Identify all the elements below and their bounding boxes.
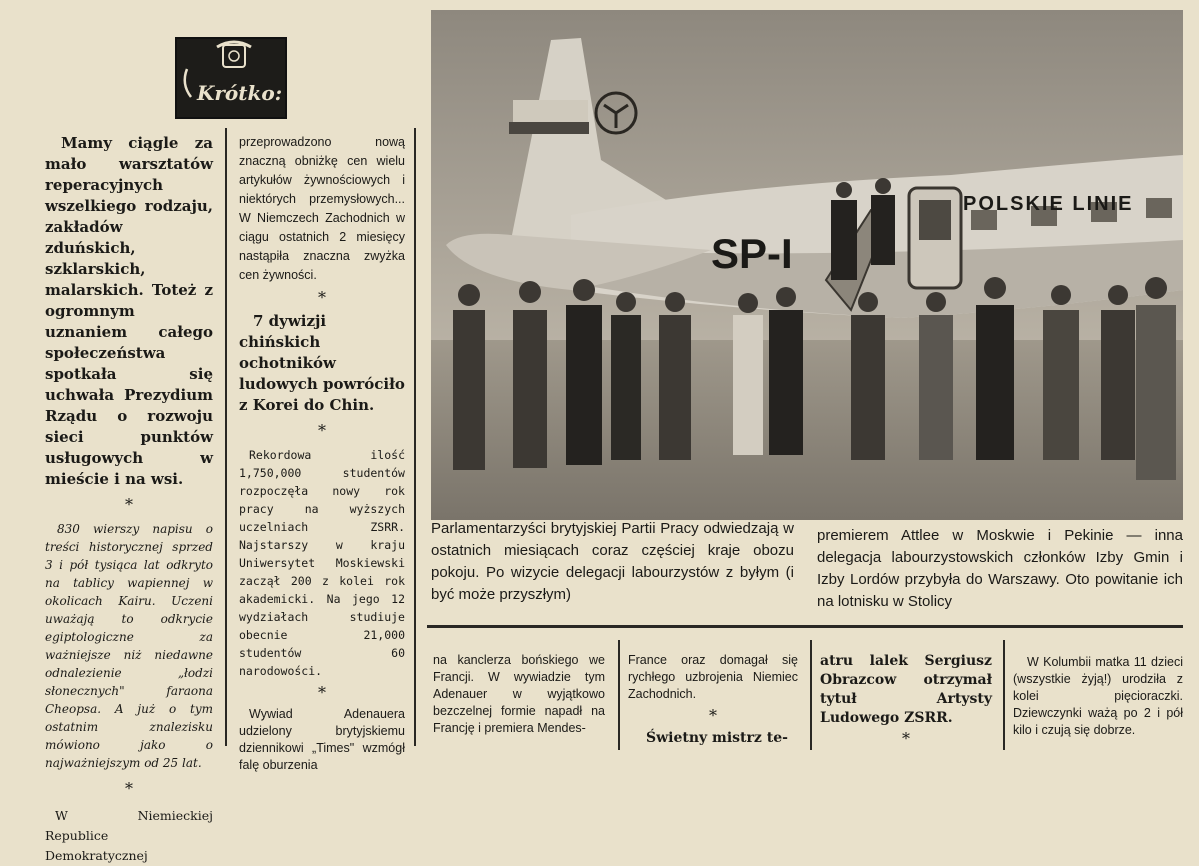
bottom-column-3 bbox=[820, 652, 992, 750]
obrazcow-paragraph: atru lalek Sergiusz Obrazcow otrzymał tytuł Artysty Ludowego ZSRR. bbox=[820, 653, 992, 726]
kratko-logo bbox=[175, 37, 287, 119]
korea-headline: 7 dywizji chińskich ochotników ludowych powróciło z Korei do Chin. bbox=[239, 312, 405, 414]
telephone-icon bbox=[177, 39, 285, 117]
separator-star: * bbox=[318, 421, 326, 440]
bottom-column-4: W Kolumbii matka 11 dzieci (wszystkie żyją!) urodziła z kolei pięcioraczki. Dziewczynki ważą po 2 i pół kilo i czują się dobrze. bbox=[1013, 655, 1183, 737]
photo-caption-left: Parlamentarzyści brytyjskiej Partii Pracy odwiedzają w ostatnich miesiącach coraz częściej kraje obozu pokoju. Po wizycie delegacji labourzystów z byłym (i być może przyszłym) bbox=[431, 520, 794, 603]
airline-name: POLSKIE LINIE bbox=[963, 193, 1134, 215]
aircraft-registration: SP-I bbox=[711, 230, 793, 277]
separator-star: * bbox=[709, 706, 717, 725]
column-rule bbox=[414, 128, 416, 746]
airport-photo bbox=[431, 10, 1183, 520]
cairo-paragraph: 830 wierszy napisu o treści historycznej sprzed 3 i pół tysiąca lat odkryto na tablicy wapiennej w okolicach Kairu. Uczeni uważają to odkrycie egiptologiczne za ważniejsze niż niedawne odnalezienie „łodzi słonecznych" faraona Cheopsa. A już o tym ostatnim znalezisku mówiono jako o najważniejszym od 25 lat. bbox=[45, 522, 213, 770]
france-paragraph: France oraz domagał się rychłego uzbrojenia Niemiec Zachodnich. bbox=[628, 653, 798, 701]
column-rule bbox=[618, 640, 620, 750]
column-1 bbox=[45, 133, 213, 866]
lead-paragraph: Mamy ciągle za mało warsztatów reperacyjnych wszelkiego rodzaju, zakładów zduńskich, szklarskich, malarskich. Toteż z ogromnym uznaniem całego społeczeństwa spotkała się uchwała Prezydium Rządu o rozwoju sieci punktów usługowych w mieście i na wsi. bbox=[45, 134, 213, 488]
obrazcow-headline: Świetny mistrz te- bbox=[646, 730, 788, 746]
photo-caption-right: premierem Attlee w Moskwie i Pekinie — inna delegacja labourzystowskich członków Izby Gmin i Izby Lordów przybyła do Warszawy. Oto powitanie ich na lotnisku w Stolicy bbox=[817, 527, 1183, 610]
section-rule bbox=[427, 625, 1183, 628]
separator-star: * bbox=[125, 495, 133, 514]
ndr-paragraph: W Niemieckiej Republice Demokratycznej bbox=[45, 808, 213, 863]
bottom-column-1: na kanclerza bońskiego we Francji. W wywiadzie tym Adenauer w wyjątkowo bezczelnej formie napadł na Francję i premiera Mendes- bbox=[433, 653, 605, 735]
column-rule bbox=[225, 128, 227, 746]
column-rule bbox=[810, 640, 812, 750]
prices-paragraph: przeprowadzono nową znaczną obniżkę cen wielu artykułów żywnościowych i niektórych przemysłowych... W Niemczech Zachodnich w ciągu ostatnich 2 miesięcy nastąpiła znaczna zwyżka cen żywności. bbox=[239, 135, 405, 282]
column-2 bbox=[239, 133, 405, 774]
students-paragraph: Rekordowa ilość 1,750,000 studentów rozpoczęła nowy rok pracy na wyższych uczelniach ZSRR. Najstarszy w kraju Uniwersytet Moskiewski zaczął 200 z kolei rok akademicki. Na jego 12 wydziałach studiuje obecnie 21,000 studentów 60 narodowości. bbox=[239, 448, 405, 678]
separator-star: * bbox=[318, 683, 326, 702]
separator-star: * bbox=[125, 779, 133, 798]
separator-star: * bbox=[902, 729, 910, 748]
adenauer-paragraph: Wywiad Adenauera udzielony brytyjskiemu dziennikowi „Times" wzmógł falę oburzenia bbox=[239, 707, 405, 772]
column-rule bbox=[1003, 640, 1005, 750]
bottom-column-2 bbox=[628, 652, 798, 747]
separator-star: * bbox=[318, 288, 326, 307]
logo-text: Krótko: bbox=[197, 81, 283, 105]
